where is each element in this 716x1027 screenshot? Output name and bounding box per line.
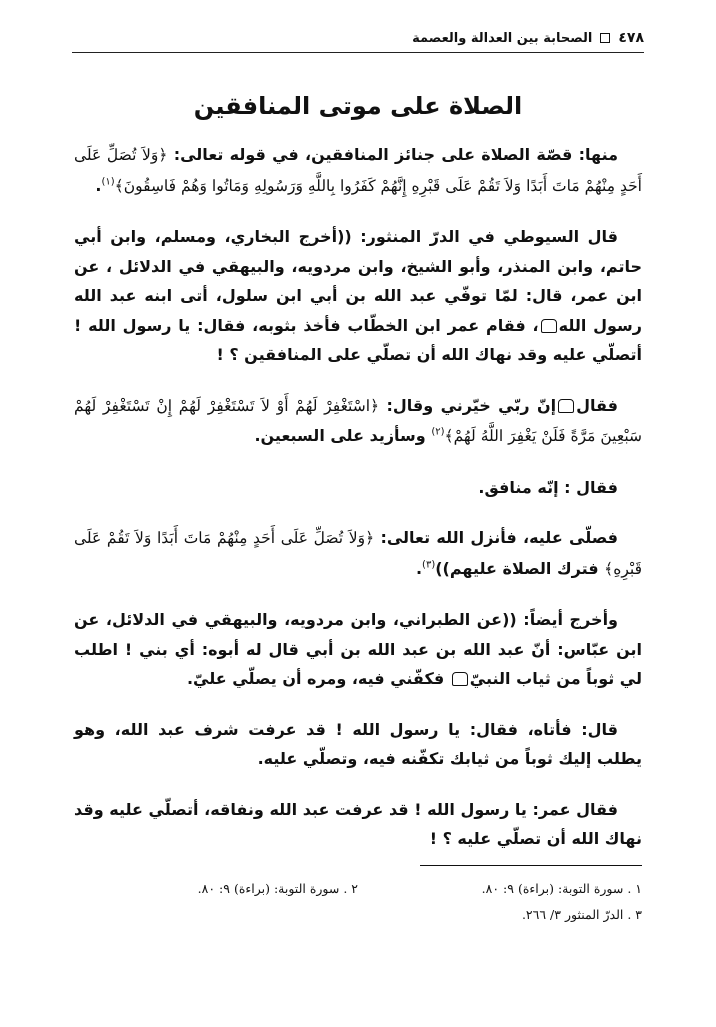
paragraph-text: منها: قصّة الصلاة على جنائز المنافقين، في قوله تعالى: — [167, 145, 619, 164]
footnote-divider — [420, 865, 642, 866]
salutation-ligature-icon — [452, 672, 468, 686]
footnote-3: ٣ . الدرّ المنثور ٣/ ٢٦٦. — [521, 907, 642, 922]
salutation-ligature-icon — [541, 319, 557, 333]
square-ornament-icon — [600, 33, 610, 43]
header-divider — [72, 52, 644, 53]
main-text — [74, 140, 642, 854]
page-number: ٤٧٨ — [618, 30, 644, 46]
paragraph-text: وسأزيد على السبعين. — [254, 426, 432, 445]
paragraph-3 — [74, 391, 642, 452]
paragraph-text: ، فقام عمر ابن الخطّاب فأخذ بثوبه، فقال: يا رسول الله ! أتصلّي عليه وقد نهاك الله أن تصلّي على المنافقين ؟ ! — [74, 315, 642, 364]
book-title: الصحابة بين العدالة والعصمة — [412, 30, 593, 46]
paragraph-5 — [74, 523, 642, 584]
footnote-row — [74, 876, 642, 902]
paragraph-text: فقال — [576, 395, 619, 415]
running-header — [72, 26, 644, 50]
footnote-1: ١ . سورة التوبة: (براءة) ٩: ٨٠. — [481, 881, 642, 896]
quran-verse: ﴿وَلاَ تُصَلِّ عَلَى أَحَدٍ مِنْهُمْ مَاتَ أَبَدًا وَلاَ تَقُمْ عَلَى قَبْرِهِ﴾ — [74, 529, 642, 578]
paragraph-7: قال: فأتاه، فقال: يا رسول الله ! قد عرفت شرف عبد الله، وهو يطلب إليك ثوباً من ثيابك تكفّنه فيه، وتصلّي عليه. — [74, 719, 642, 768]
paragraph-2 — [74, 222, 642, 370]
footnote-ref-1[interactable]: (١) — [101, 176, 115, 188]
paragraph-text: فصلّى عليه، فأنزل الله تعالى: — [374, 528, 619, 547]
paragraph-text: . — [95, 175, 102, 195]
quran-verse: ﴿وَلاَ تُصَلِّ عَلَى أَحَدٍ مِنْهُمْ مَاتَ أَبَدًا وَلاَ تَقُمْ عَلَى قَبْرِهِ إِنَّهُمْ كَفَرُوا بِاللَّهِ وَرَسُولِهِ وَمَاتُوا وَهُمْ فَاسِقُونَ﴾ — [74, 146, 642, 195]
paragraph-text: فترك الصلاة عليهم)) — [435, 558, 605, 578]
paragraph-text: وأخرج أيضاً: ((عن الطبراني، وابن مردويه، والبيهقي في الدلائل، عن ابن عبّاس: أنّ عبد الله بن عبد الله بن أبي قال له أبوه: أي بني ! اطلب لي ثوباً من ثياب النبيّ — [74, 610, 642, 688]
footnote-ref-2[interactable]: (٢) — [431, 426, 445, 438]
paragraph-text: قال السيوطي في الدرّ المنثور: ((أخرج البخاري، ومسلم، وابن أبي حاتم، وابن المنذر، وأبو الشيخ، وابن مردويه، والبيهقي في الدلائل ، عن ابن عمر، قال: لمّا توفّي عبد الله بن أبي ابن سلول، أتى ابنه عبد الله رسول الله — [74, 227, 642, 335]
footnote-ref-3[interactable]: (٣) — [422, 559, 436, 571]
paragraph-4: فقال : إنّه منافق. — [478, 477, 618, 497]
paragraph-text: فكفّني فيه، ومره أن يصلّي عليّ. — [186, 669, 450, 688]
paragraph-8: فقال عمر: يا رسول الله ! قد عرفت عبد الله ونفاقه، أتصلّي عليه وقد نهاك الله أن تصلّي عليه ؟ ! — [74, 799, 642, 848]
salutation-ligature-icon — [558, 399, 574, 413]
footnotes — [74, 876, 642, 928]
paragraph-text: . — [415, 558, 423, 578]
paragraph-1 — [74, 140, 642, 201]
paragraph-text: إنّ ربّي خيّرني وقال: — [379, 395, 557, 415]
quran-verse: ﴿اسْتَغْفِرْ لَهُمْ أَوْ لاَ تَسْتَغْفِرْ لَهُمْ إِنْ تَسْتَغْفِرْ لَهُمْ سَبْعِينَ مَرَّةً فَلَنْ يَغْفِرَ اللَّهُ لَهُمْ﴾ — [74, 396, 642, 445]
section-title: الصلاة على موتى المنافقين — [193, 92, 523, 120]
paragraph-6 — [74, 605, 642, 694]
footnote-2: ٢ . سورة التوبة: (براءة) ٩: ٨٠. — [197, 881, 358, 896]
